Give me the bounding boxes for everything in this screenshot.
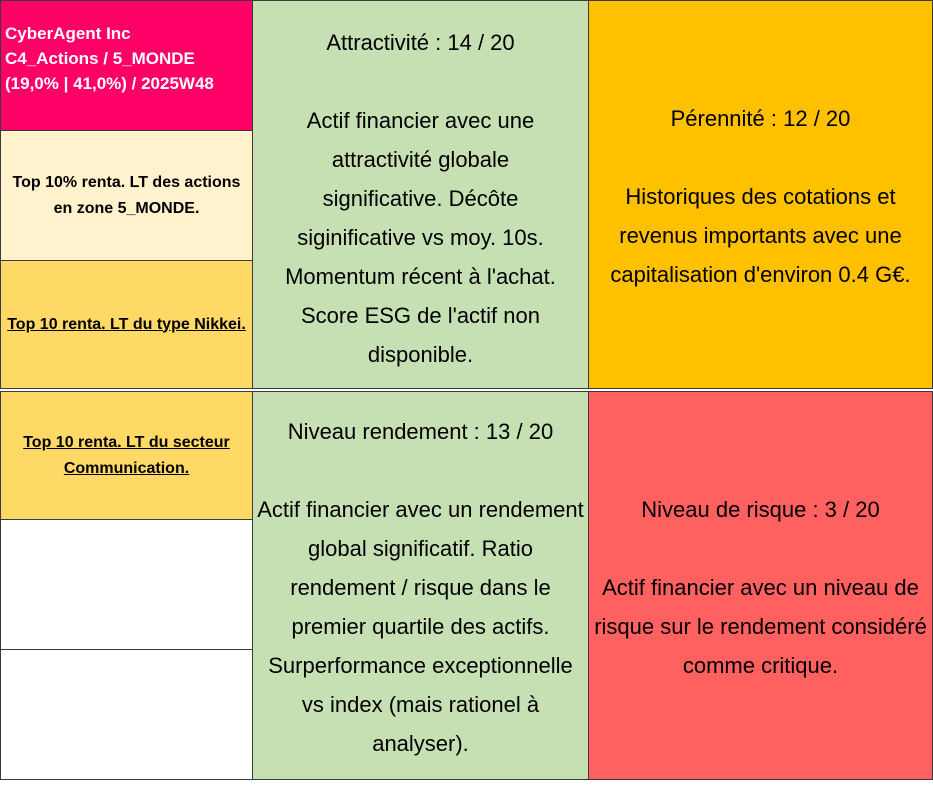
zone-rank-tag [0, 130, 253, 261]
asset-name: CyberAgent Inc [5, 24, 131, 43]
risque-description: Actif financier avec un niveau de risque sur le rendement considéré comme critique. [594, 575, 927, 678]
attractivite-description: Actif financier avec une attractivité globale significative. Décôte siginificative vs moy. 10s. Momentum récent à l'achat. Score ESG de l'actif non disponible. [285, 108, 556, 367]
sector-rank-link[interactable]: Top 10 renta. LT du secteur Communication. [23, 433, 230, 477]
risque-score: Niveau de risque : 3 / 20 [641, 497, 880, 522]
attractivite-panel [252, 0, 589, 389]
asset-title-cell [0, 0, 253, 131]
perennite-score: Pérennité : 12 / 20 [670, 106, 851, 131]
type-rank-tag[interactable] [0, 260, 253, 389]
rendement-score: Niveau rendement : 13 / 20 [287, 419, 554, 444]
empty-cell-1 [0, 519, 253, 650]
rendement-panel [252, 391, 589, 780]
rendement-description: Actif financier avec un rendement global significatif. Ratio rendement / risque dans le premier quartile des actifs. Surperformance exceptionnelle vs index (mais rationel à analyser). [257, 497, 584, 756]
attractivite-score: Attractivité : 14 / 20 [326, 30, 515, 55]
type-rank-link[interactable]: Top 10 renta. LT du type Nikkei. [7, 315, 246, 333]
empty-cell-2 [0, 649, 253, 780]
perennite-description: Historiques des cotations et revenus importants avec une capitalisation d'environ 0.4 G€. [610, 184, 911, 287]
zone-rank-text: Top 10% renta. LT des actions en zone 5_MONDE. [12, 173, 241, 217]
asset-category: C4_Actions / 5_MONDE [5, 49, 195, 68]
risque-panel [588, 391, 933, 780]
perennite-panel [588, 0, 933, 389]
asset-stats: (19,0% | 41,0%) / 2025W48 [5, 74, 214, 93]
sector-rank-tag[interactable] [0, 391, 253, 520]
